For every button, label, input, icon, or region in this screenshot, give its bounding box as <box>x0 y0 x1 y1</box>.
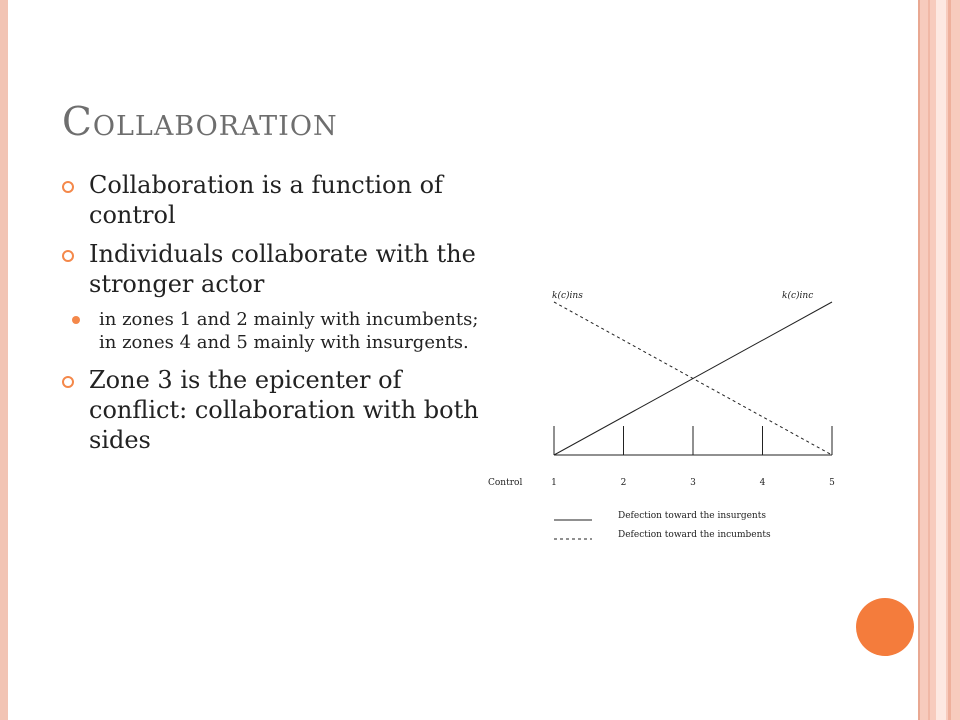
bullet-text: Individuals collaborate with the stronger actor <box>89 240 476 298</box>
legend-label: Defection toward the insurgents <box>618 511 766 521</box>
x-tick-label: 1 <box>551 478 557 488</box>
curve-annotation-label: k(c)ins <box>552 291 583 301</box>
sub-bullet-text: in zones 1 and 2 mainly with incumbents; in zones 4 and 5 mainly with insurgents. <box>99 309 479 353</box>
x-tick-label: 2 <box>620 478 627 488</box>
defection-chart <box>486 284 846 554</box>
x-tick-label: 3 <box>690 478 696 488</box>
slide-left-border <box>0 0 8 720</box>
bullet-text: Collaboration is a function of control <box>89 171 443 229</box>
curve-annotation-label: k(c)inc <box>782 291 814 301</box>
bullet-marker-icon <box>62 376 74 388</box>
bullet-item <box>62 365 482 455</box>
decorative-stripe <box>936 0 946 720</box>
decorative-stripe <box>928 0 930 720</box>
sub-bullet-item <box>62 308 482 354</box>
bullet-text: Zone 3 is the epicenter of conflict: collaboration with both sides <box>89 366 479 454</box>
bullet-item <box>62 239 482 299</box>
decorative-circle <box>856 598 914 656</box>
bullet-item <box>62 170 482 230</box>
sub-bullet-marker-icon <box>72 316 80 324</box>
decorative-stripe <box>948 0 951 720</box>
bullet-list <box>62 170 482 464</box>
x-tick-label: 4 <box>759 478 766 488</box>
bullet-marker-icon <box>62 181 74 193</box>
x-tick-label: 5 <box>829 478 835 488</box>
slide-title: Collaboration <box>62 100 338 145</box>
bullet-marker-icon <box>62 250 74 262</box>
legend-label: Defection toward the incumbents <box>618 530 771 540</box>
decorative-stripe <box>918 0 920 720</box>
x-axis-label: Control <box>488 478 523 488</box>
